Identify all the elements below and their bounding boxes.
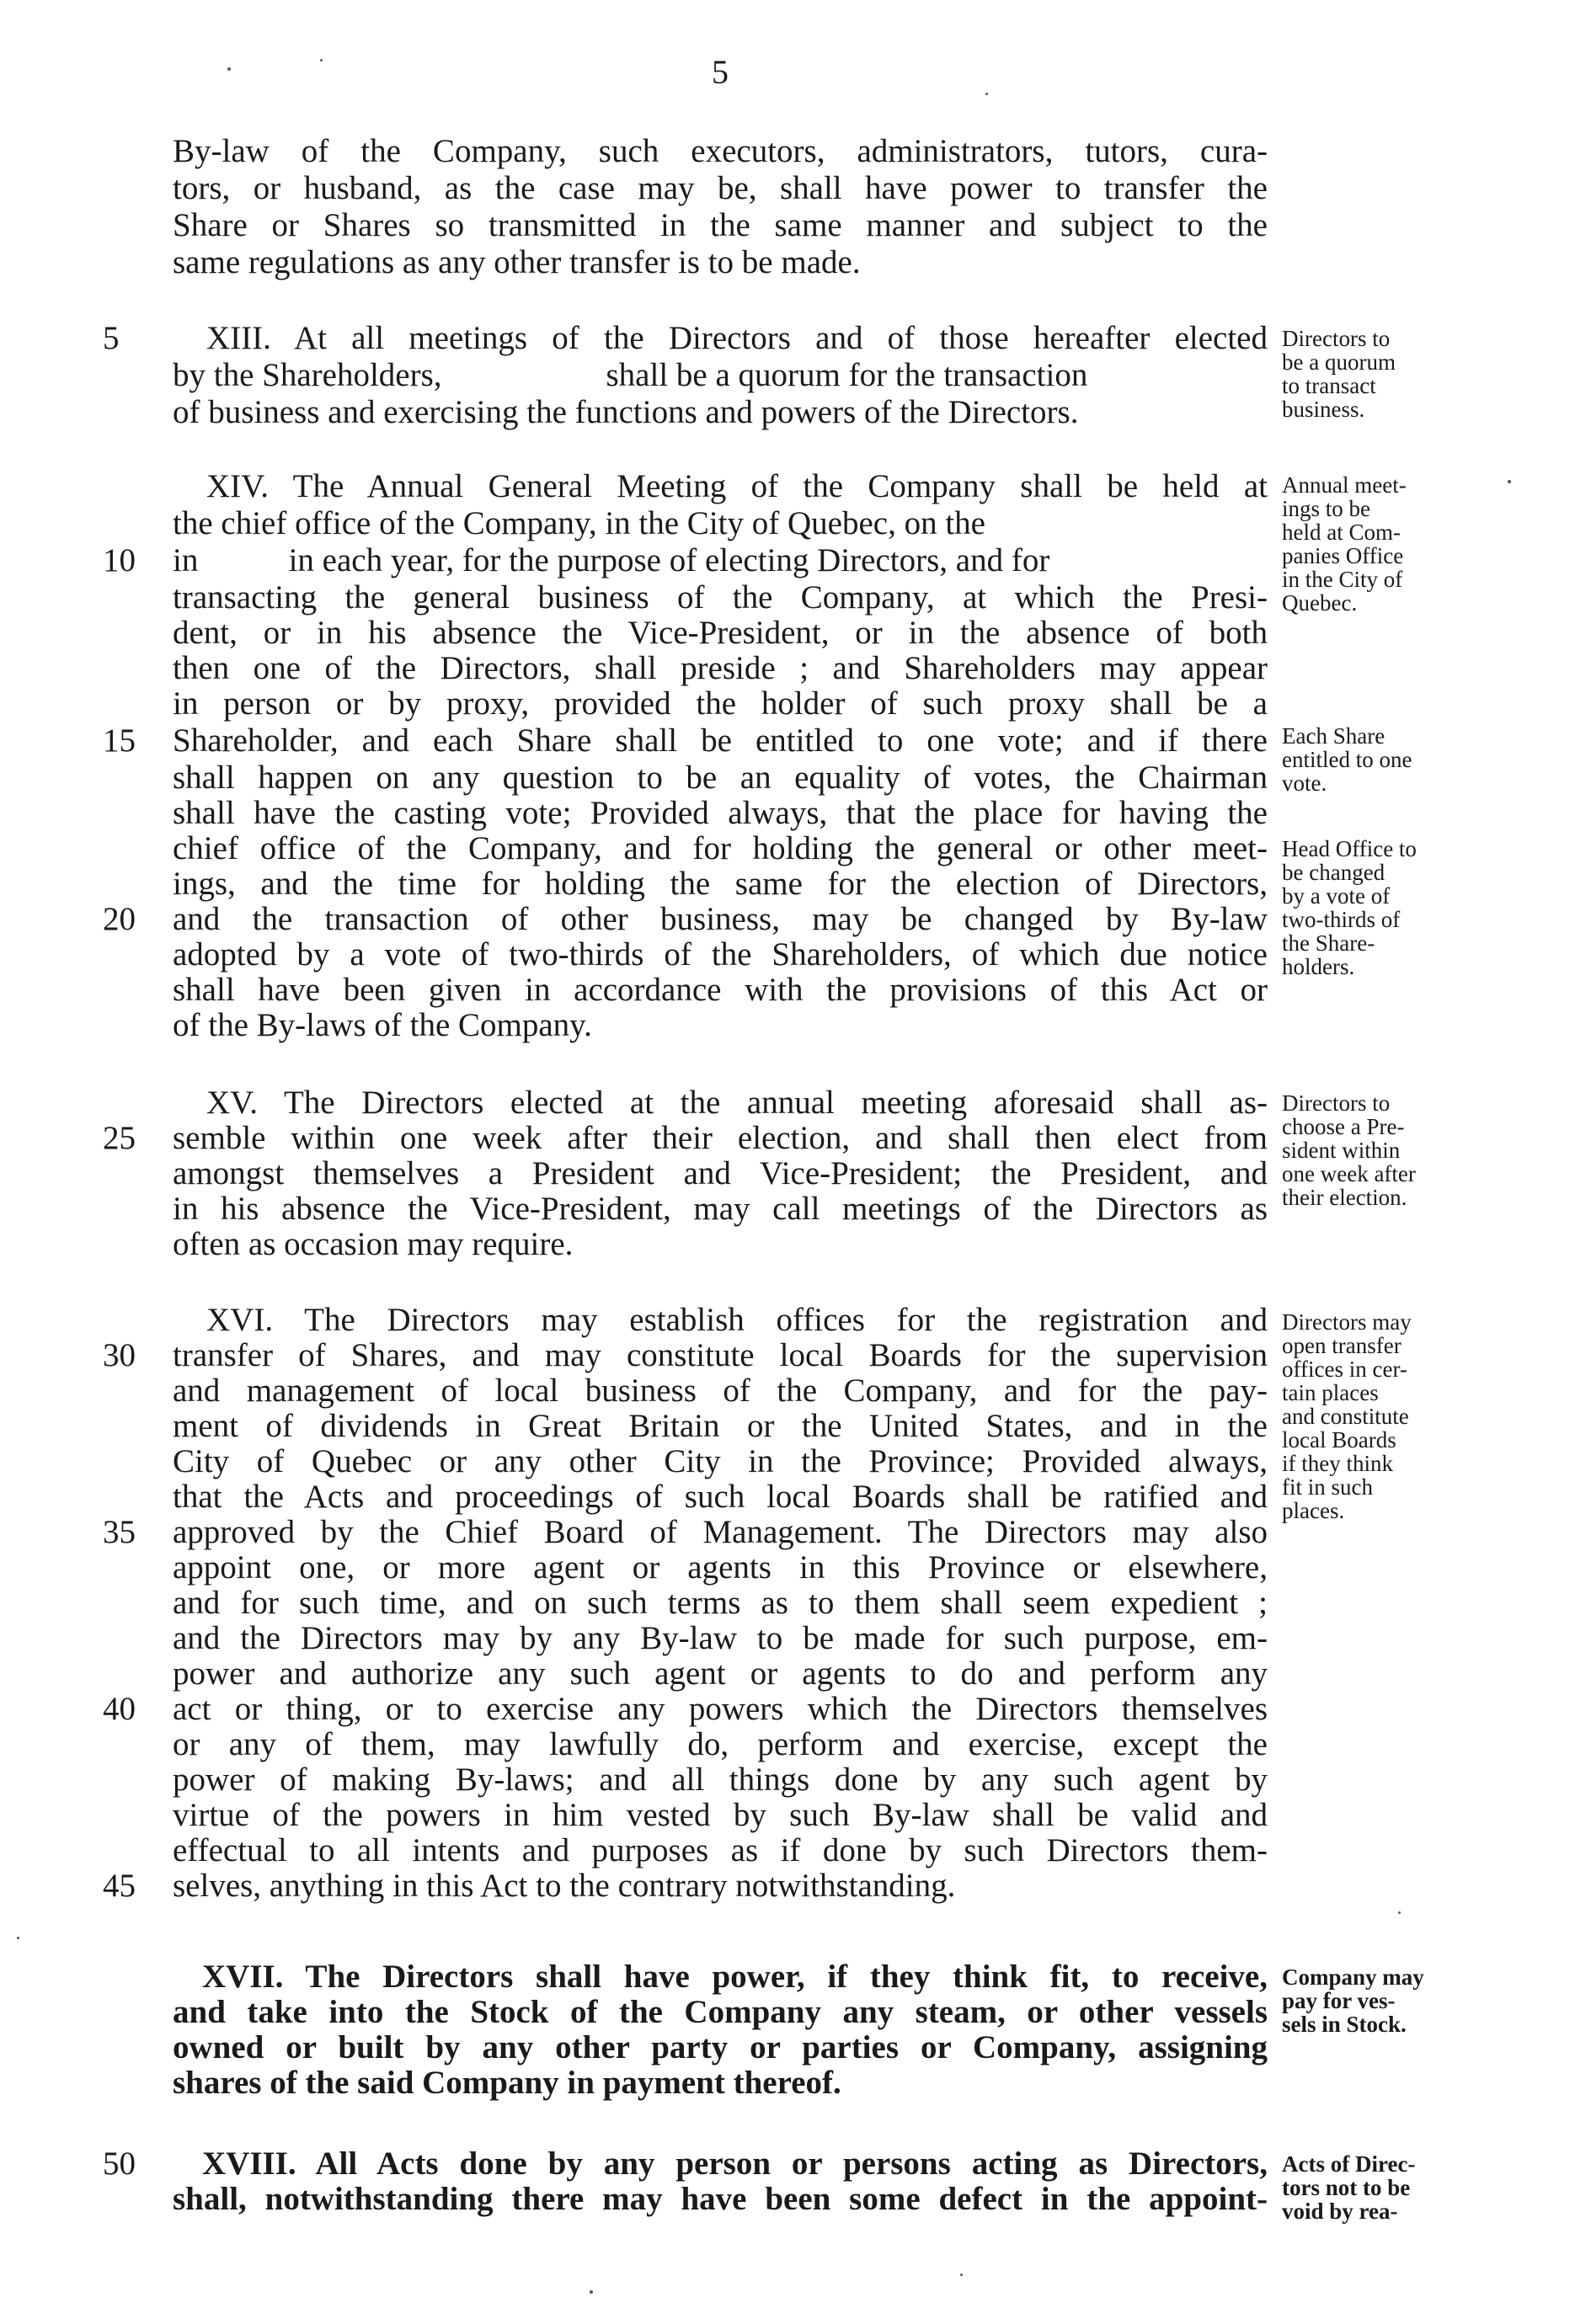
line-number: 40: [103, 1691, 136, 1727]
text-line: power of making By-laws; and all things done by any such agent by: [173, 1762, 1268, 1798]
text-line: Shareholder, and each Share shall be entitled to one vote; and if there: [173, 722, 1268, 759]
text-line: and management of local business of the Company, and for the pay-: [173, 1373, 1268, 1409]
note-line: void by rea-: [1282, 2199, 1398, 2224]
line-number: 50: [103, 2145, 136, 2182]
note-line: sident within: [1282, 1138, 1401, 1163]
text-line: selves, anything in this Act to the contrary notwithstanding.: [173, 1868, 956, 1904]
note-line: tors not to be: [1282, 2175, 1411, 2200]
note-line: offices in cer-: [1282, 1357, 1407, 1382]
text-line: appoint one, or more agent or agents in this Province or elsewhere,: [173, 1549, 1268, 1586]
scan-speck: [320, 59, 323, 61]
text-line: adopted by a vote of two-thirds of the Shareholders, of which due notice: [173, 936, 1268, 973]
note-line: by a vote of: [1282, 883, 1391, 909]
line-number: 20: [103, 901, 136, 937]
text-line: shall happen on any question to be an equality of votes, the Chairman: [173, 760, 1268, 796]
text-line: owned or built by any other party or parties or Company, assigning: [173, 2029, 1268, 2065]
text-line: in person or by proxy, provided the holder of such proxy shall be a: [173, 685, 1268, 722]
scan-speck: [985, 93, 988, 95]
text-line: in his absence the Vice-President, may call meetings of the Directors as: [173, 1191, 1268, 1227]
note-line: places.: [1282, 1498, 1345, 1523]
text-line: City of Quebec or any other City in the Province; Provided always,: [173, 1443, 1268, 1479]
text-line: XIII. At all meetings of the Directors and of those hereafter elected: [206, 320, 1268, 356]
text-line: effectual to all intents and purposes as if done by such Directors them-: [173, 1832, 1268, 1868]
note-line: one week after: [1282, 1161, 1416, 1186]
scan-speck: [17, 1937, 19, 1939]
note-line: held at Com-: [1282, 520, 1401, 545]
text-line: and take into the Stock of the Company any steam, or other vessels: [173, 1994, 1268, 2030]
scan-speck: [1398, 1911, 1401, 1914]
note-line: sels in Stock.: [1282, 2012, 1407, 2037]
note-line: to transact: [1282, 373, 1376, 398]
text-line: shall have been given in accordance with the provisions of this Act or: [173, 972, 1268, 1008]
note-line: the Share-: [1282, 930, 1375, 956]
margin-note-president: [1282, 1091, 1560, 1209]
note-line: Directors to: [1282, 326, 1391, 351]
text-line: of the By-laws of the Company.: [173, 1007, 592, 1043]
scan-speck: [1508, 480, 1511, 483]
note-line: Company may: [1282, 1964, 1424, 1990]
note-line: two-thirds of: [1282, 907, 1401, 932]
note-line: entitled to one: [1282, 747, 1412, 772]
text-line: tors, or husband, as the case may be, shall have power to transfer the: [173, 170, 1268, 206]
text-line: that the Acts and proceedings of such local Boards shall be ratified and: [173, 1479, 1268, 1515]
line-number: 5: [103, 320, 120, 356]
margin-note-transfer-offices: [1282, 1310, 1560, 1522]
note-line: Acts of Direc-: [1282, 2151, 1416, 2177]
text-line: XV. The Directors elected at the annual meeting aforesaid shall as-: [206, 1085, 1268, 1121]
text-line: dent, or in his absence the Vice-President, or in the absence of both: [173, 615, 1268, 651]
note-line: holders.: [1282, 954, 1355, 979]
text-line: amongst themselves a President and Vice-President; the President, and: [173, 1155, 1268, 1191]
note-line: open transfer: [1282, 1333, 1401, 1358]
margin-note-share-vote: [1282, 724, 1560, 795]
margin-note-vessels: [1282, 1965, 1560, 2036]
scan-speck: [960, 2273, 963, 2276]
text-line: approved by the Chief Board of Management. The Directors may also: [173, 1514, 1268, 1550]
text-line: shall have the casting vote; Provided always, that the place for having the: [173, 795, 1268, 831]
text-line: transfer of Shares, and may constitute local Boards for the supervision: [173, 1337, 1268, 1373]
note-line: be changed: [1282, 860, 1385, 885]
text-line: and for such time, and on such terms as to them shall seem expedient ;: [173, 1585, 1268, 1621]
text-line: virtue of the powers in him vested by such By-law shall be valid and: [173, 1797, 1268, 1833]
line-number: 30: [103, 1337, 136, 1373]
note-line: tain places: [1282, 1380, 1379, 1405]
text-line: same regulations as any other transfer is to be made.: [173, 244, 861, 280]
margin-note-acts-of-directors: [1282, 2152, 1560, 2223]
note-line: be a quorum: [1282, 349, 1396, 375]
note-line: local Boards: [1282, 1427, 1396, 1452]
scan-speck: [227, 67, 231, 71]
text-line: act or thing, or to exercise any powers which the Directors themselves: [173, 1691, 1268, 1727]
note-line: ings to be: [1282, 496, 1370, 521]
line-number: 15: [103, 722, 136, 759]
line-number: 35: [103, 1514, 136, 1550]
scan-speck: [590, 2290, 593, 2294]
note-line: Directors may: [1282, 1309, 1412, 1335]
text-line: power and authorize any such agent or agents to do and perform any: [173, 1655, 1268, 1692]
text-line: XVII. The Directors shall have power, if they think fit, to receive,: [202, 1959, 1268, 1995]
note-line: panies Office: [1282, 543, 1404, 568]
line-number: 10: [103, 542, 136, 578]
page-number: 5: [712, 53, 729, 91]
text-line: or any of them, may lawfully do, perform and exercise, except the: [173, 1726, 1268, 1762]
text-line: in in each year, for the purpose of electing Directors, and for: [173, 542, 1050, 578]
text-line: semble within one week after their election, and shall then elect from: [173, 1120, 1268, 1156]
note-line: Each Share: [1282, 723, 1385, 749]
text-line: By-law of the Company, such executors, administrators, tutors, cura-: [173, 133, 1268, 169]
text-line: XVIII. All Acts done by any person or persons acting as Directors,: [202, 2145, 1268, 2182]
text-line: transacting the general business of the Company, at which the Presi-: [173, 579, 1268, 616]
note-line: Directors to: [1282, 1090, 1391, 1116]
text-line: Share or Shares so transmitted in the same manner and subject to the: [173, 207, 1268, 243]
note-line: in the City of: [1282, 567, 1403, 592]
text-line: shares of the said Company in payment thereof.: [173, 2065, 841, 2101]
note-line: Annual meet-: [1282, 472, 1407, 498]
margin-note-head-office: [1282, 837, 1560, 978]
line-number: 25: [103, 1120, 136, 1156]
line-number: 45: [103, 1868, 136, 1904]
text-line: often as occasion may require.: [173, 1226, 574, 1262]
text-line: and the Directors may by any By-law to be made for such purpose, em-: [173, 1620, 1268, 1656]
note-line: Quebec.: [1282, 590, 1358, 616]
text-line: ment of dividends in Great Britain or the United States, and in the: [173, 1408, 1268, 1444]
text-line: the chief office of the Company, in the City of Quebec, on the: [173, 505, 985, 541]
text-line: XIV. The Annual General Meeting of the Company shall be held at: [206, 468, 1268, 504]
text-line: shall, notwithstanding there may have been some defect in the appoint-: [173, 2181, 1268, 2217]
note-line: and constitute: [1282, 1404, 1409, 1429]
note-line: choose a Pre-: [1282, 1114, 1405, 1139]
margin-note-quorum: [1282, 327, 1560, 421]
note-line: Head Office to: [1282, 836, 1417, 861]
text-line: XVI. The Directors may establish offices for the registration and: [206, 1302, 1268, 1338]
text-line: by the Shareholders, shall be a quorum for the transaction: [173, 357, 1088, 393]
text-line: ings, and the time for holding the same for the election of Directors,: [173, 866, 1268, 902]
note-line: if they think: [1282, 1451, 1393, 1476]
note-line: vote.: [1282, 770, 1327, 796]
note-line: fit in such: [1282, 1474, 1373, 1500]
note-line: their election.: [1282, 1185, 1407, 1210]
text-line: and the transaction of other business, may be changed by By-law: [173, 901, 1268, 937]
text-line: chief office of the Company, and for holding the general or other meet-: [173, 830, 1268, 866]
text-line: then one of the Directors, shall preside ; and Shareholders may appear: [173, 650, 1268, 686]
margin-note-annual-meetings: [1282, 473, 1560, 615]
text-line: of business and exercising the functions and powers of the Directors.: [173, 394, 1079, 430]
note-line: business.: [1282, 397, 1365, 422]
note-line: pay for ves-: [1282, 1988, 1396, 2013]
